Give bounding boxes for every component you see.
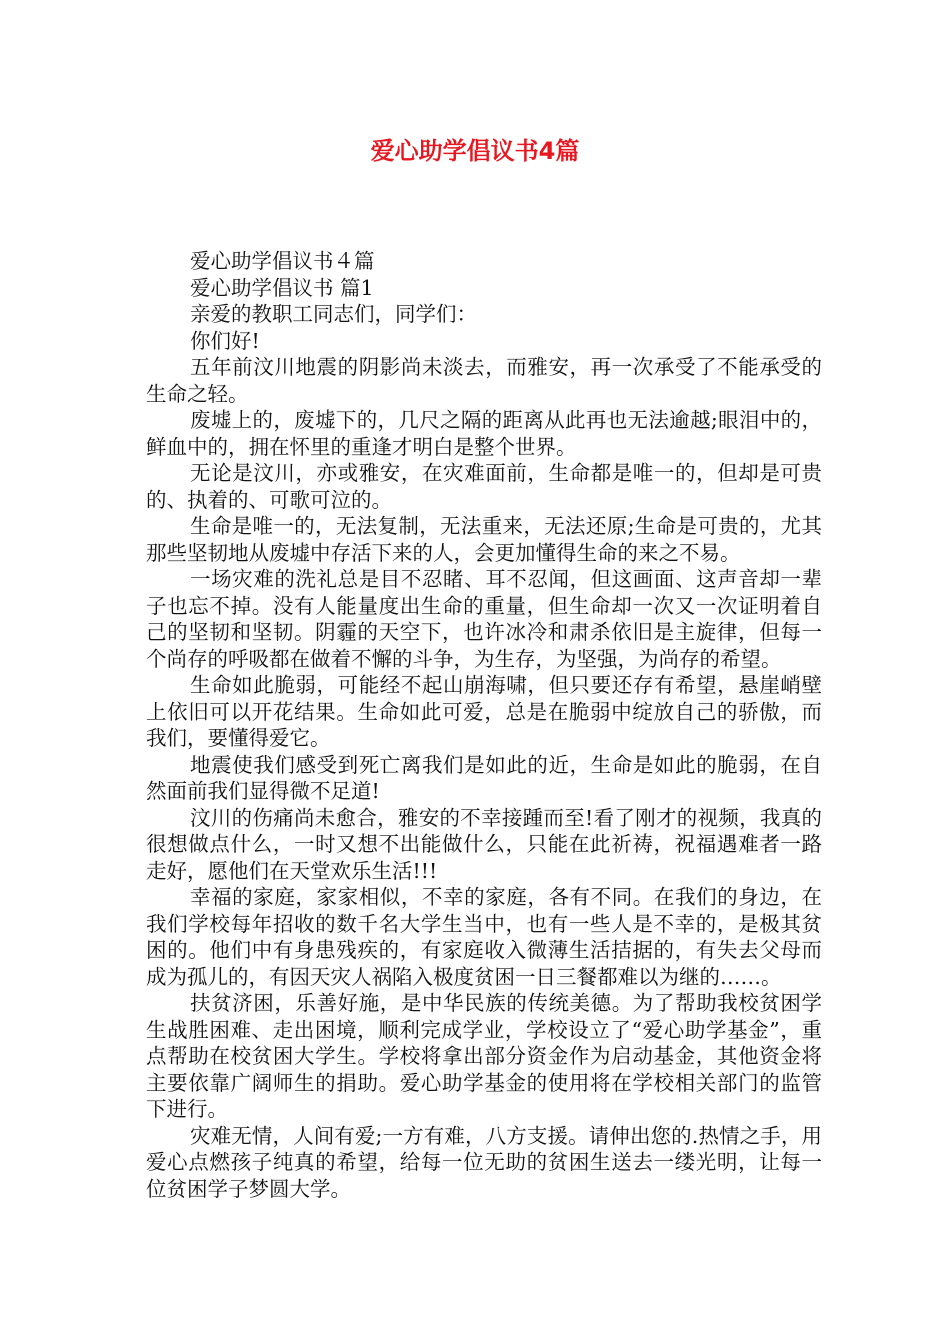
paragraph: 幸福的家庭，家家相似，不幸的家庭，各有不同。在我们的身边，在我们学校每年招收的数千名大学生当中，也有一些人是不幸的，是极其贫困的。他们中有身患残疾的，有家庭收入微薄生活拮据的，有失去父母而成为孤儿的，有因天灾人祸陷入极度贫困一日三餐都难以为继的……。 <box>146 885 822 989</box>
paragraph: 爱心助学倡议书 篇1 <box>190 275 374 300</box>
paragraph: 爱心助学倡议书４篇 <box>190 249 375 273</box>
paragraph: 生命如此脆弱，可能经不起山崩海啸，但只要还存有希望，悬崖峭壁上依旧可以开花结果。生命如此可爱，总是在脆弱中绽放自己的骄傲，而我们，要懂得爱它。 <box>146 673 822 750</box>
paragraph: 你们好! <box>190 328 260 353</box>
paragraph: 五年前汶川地震的阴影尚未淡去，而雅安，再一次承受了不能承受的生命之轻。 <box>146 355 822 406</box>
paragraph: 地震使我们感受到死亡离我们是如此的近，生命是如此的脆弱，在自然面前我们显得微不足道! <box>146 752 822 803</box>
document-body <box>146 248 822 1202</box>
paragraph: 废墟上的，废墟下的，几尺之隔的距离从此再也无法逾越;眼泪中的，鲜血中的，拥在怀里的重逢才明白是整个世界。 <box>146 408 822 459</box>
paragraph: 无论是汶川，亦或雅安，在灾难面前，生命都是唯一的，但却是可贵的、执着的、可歌可泣的。 <box>146 461 822 512</box>
paragraph: 扶贫济困，乐善好施，是中华民族的传统美德。为了帮助我校贫困学生战胜困难、走出困境，顺利完成学业，学校设立了“爱心助学基金”，重点帮助在校贫困大学生。学校将拿出部分资金作为启动基金，其他资金将主要依靠广阔师生的捐助。爱心助学基金的使用将在学校相关部门的监管下进行。 <box>146 991 822 1121</box>
paragraph: 灾难无情，人间有爱;一方有难，八方支援。请伸出您的.热情之手，用爱心点燃孩子纯真的希望，给每一位无助的贫困生送去一缕光明，让每一位贫困学子梦圆大学。 <box>146 1123 822 1201</box>
document-title: 爱心助学倡议书4篇 <box>370 137 580 165</box>
paragraph: 汶川的伤痛尚未愈合，雅安的不幸接踵而至!看了刚才的视频，我真的很想做点什么，一时又想不出能做什么，只能在此祈祷，祝福遇难者一路走好，愿他们在天堂欢乐生活!!! <box>146 805 822 883</box>
paragraph: 亲爱的教职工同志们，同学们： <box>190 302 477 326</box>
paragraph: 一场灾难的洗礼总是目不忍睹、耳不忍闻，但这画面、这声音却一辈子也忘不掉。没有人能量度出生命的重量，但生命却一次又一次证明着自己的坚韧和坚韧。阴霾的天空下，也许冰冷和肃杀依旧是主旋律，但每一个尚存的呼吸都在做着不懈的斗争，为生存，为坚强，为尚存的希望。 <box>146 567 822 671</box>
paragraph: 生命是唯一的，无法复制，无法重来，无法还原;生命是可贵的，尤其那些坚韧地从废墟中存活下来的人，会更加懂得生命的来之不易。 <box>146 514 822 565</box>
